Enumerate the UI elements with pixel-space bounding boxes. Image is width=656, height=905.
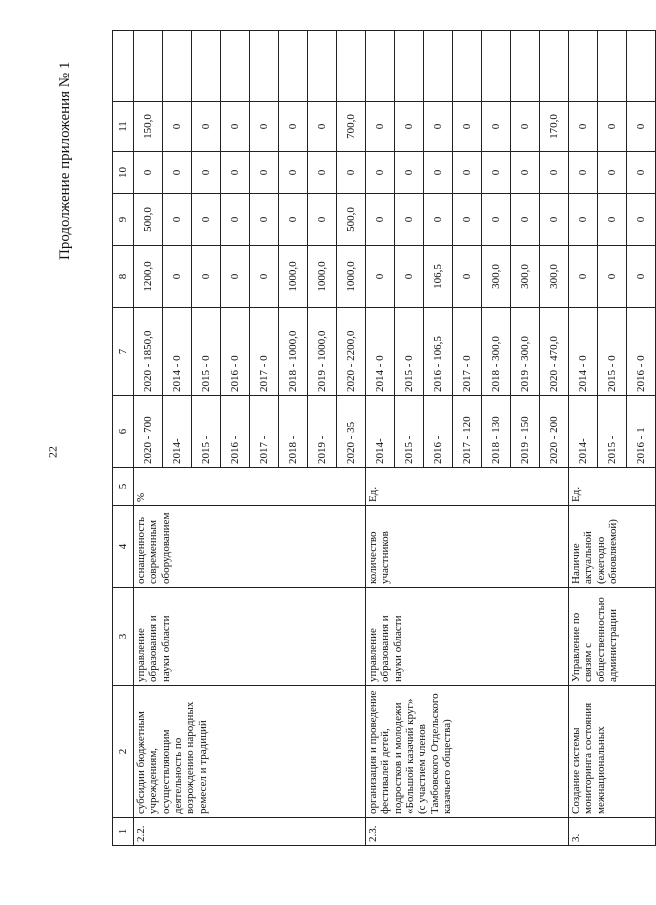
funding-local-cell: 0 [627,194,656,246]
empty-cell [192,31,221,102]
funding-regional-cell: 1000,0 [308,246,337,308]
empty-cell [308,31,337,102]
funding-federal-cell: 0 [540,152,569,194]
section-name: организация и проведение фестивалей детей, подростков и молодежи «Большой казачий круг» (с участием членов Тамбовского Отдельского казачьего общества) [366,686,569,818]
empty-cell [453,31,482,102]
section-unit: Ед. [366,468,569,506]
header-cell-extra [113,31,134,102]
funding-federal-cell: 0 [482,152,511,194]
empty-cell [511,31,540,102]
page-number: 22 [45,446,60,458]
target-value-cell: 2015 - [598,396,627,468]
table-row [366,31,395,846]
funding-regional-cell: 0 [569,246,598,308]
section-indicator: Наличие актуальной (ежегодно обновляемой) [569,506,656,588]
funding-local-cell: 0 [395,194,424,246]
funding-federal-cell: 0 [163,152,192,194]
empty-cell [366,31,395,102]
funding-regional-cell: 0 [250,246,279,308]
funding-other-cell: 0 [598,102,627,152]
header-cell: 9 [113,194,134,246]
funding-other-cell: 0 [482,102,511,152]
funding-local-cell: 0 [569,194,598,246]
section-number: 2.3. [366,818,569,846]
empty-cell [424,31,453,102]
funding-total-cell: 2018 - 1000,0 [279,308,308,396]
funding-total-cell: 2015 - 0 [395,308,424,396]
funding-regional-cell: 0 [221,246,250,308]
target-value-cell: 2016 - [221,396,250,468]
funding-local-cell: 0 [424,194,453,246]
target-value-cell: 2016 - 1 [627,396,656,468]
empty-cell [540,31,569,102]
funding-other-cell: 0 [366,102,395,152]
funding-federal-cell: 0 [192,152,221,194]
funding-federal-cell: 0 [569,152,598,194]
funding-regional-cell: 300,0 [511,246,540,308]
table-body [134,31,656,846]
target-value-cell: 2019 - 150 [511,396,540,468]
funding-other-cell: 0 [627,102,656,152]
target-value-cell: 2015 - [395,396,424,468]
funding-other-cell: 0 [221,102,250,152]
section-number: 2.2. [134,818,366,846]
empty-cell [395,31,424,102]
section-executor: Управление по связям с общественностью администрации [569,588,656,686]
funding-federal-cell: 0 [279,152,308,194]
funding-other-cell: 0 [424,102,453,152]
funding-local-cell: 0 [163,194,192,246]
funding-total-cell: 2016 - 106,5 [424,308,453,396]
funding-total-cell: 2014 - 0 [163,308,192,396]
funding-total-cell: 2018 - 300,0 [482,308,511,396]
funding-local-cell: 0 [192,194,221,246]
funding-other-cell: 0 [279,102,308,152]
appendix-table [112,31,647,846]
funding-other-cell: 0 [308,102,337,152]
section-unit: % [134,468,366,506]
funding-local-cell: 0 [250,194,279,246]
header-cell: 5 [113,468,134,506]
funding-federal-cell: 0 [511,152,540,194]
funding-federal-cell: 0 [453,152,482,194]
funding-local-cell: 500,0 [337,194,366,246]
funding-regional-cell: 1000,0 [279,246,308,308]
funding-other-cell: 0 [250,102,279,152]
empty-cell [221,31,250,102]
funding-local-cell: 0 [482,194,511,246]
funding-local-cell: 500,0 [134,194,163,246]
funding-regional-cell: 106,5 [424,246,453,308]
funding-federal-cell: 0 [221,152,250,194]
funding-federal-cell: 0 [134,152,163,194]
section-indicator: количество участников [366,506,569,588]
header-cell: 11 [113,102,134,152]
funding-total-cell: 2016 - 0 [627,308,656,396]
table-row [134,31,163,846]
funding-other-cell: 0 [163,102,192,152]
funding-federal-cell: 0 [337,152,366,194]
funding-other-cell: 0 [453,102,482,152]
header-cell: 2 [113,686,134,818]
target-value-cell: 2020 - 35 [337,396,366,468]
funding-federal-cell: 0 [366,152,395,194]
empty-cell [279,31,308,102]
target-value-cell: 2017 - [250,396,279,468]
funding-total-cell: 2014 - 0 [366,308,395,396]
empty-cell [482,31,511,102]
funding-total-cell: 2020 - 470,0 [540,308,569,396]
target-value-cell: 2014- [569,396,598,468]
header-cell: 6 [113,396,134,468]
funding-total-cell: 2019 - 300,0 [511,308,540,396]
funding-federal-cell: 0 [308,152,337,194]
funding-total-cell: 2015 - 0 [598,308,627,396]
empty-cell [627,31,656,102]
header-cell: 4 [113,506,134,588]
funding-federal-cell: 0 [627,152,656,194]
header-cell: 8 [113,246,134,308]
funding-local-cell: 0 [598,194,627,246]
header-cell: 7 [113,308,134,396]
funding-other-cell: 0 [192,102,221,152]
header-cell: 10 [113,152,134,194]
funding-local-cell: 0 [540,194,569,246]
funding-federal-cell: 0 [424,152,453,194]
funding-local-cell: 0 [221,194,250,246]
empty-cell [163,31,192,102]
header-row [113,31,134,846]
header-cell: 1 [113,818,134,846]
caption-wrap [54,60,80,260]
section-name: субсидии бюджетным учреждениям, осуществляющим деятельность по возрождению народных ремесел и традиций [134,686,366,818]
header-cell: 3 [113,588,134,686]
section-name: Создание системы мониторинга состояния межнациональных [569,686,656,818]
target-value-cell: 2020 - 700 [134,396,163,468]
funding-regional-cell: 300,0 [482,246,511,308]
table-row [569,31,598,846]
section-executor: управление образования и науки области [366,588,569,686]
funding-other-cell: 170,0 [540,102,569,152]
funding-regional-cell: 0 [366,246,395,308]
empty-cell [134,31,163,102]
target-value-cell: 2018 - [279,396,308,468]
funding-regional-cell: 0 [395,246,424,308]
data-table [112,30,656,846]
funding-total-cell: 2016 - 0 [221,308,250,396]
funding-federal-cell: 0 [250,152,279,194]
funding-total-cell: 2014 - 0 [569,308,598,396]
funding-regional-cell: 0 [627,246,656,308]
funding-total-cell: 2020 - 2200,0 [337,308,366,396]
section-unit: Ед. [569,468,656,506]
funding-regional-cell: 1200,0 [134,246,163,308]
funding-other-cell: 0 [395,102,424,152]
funding-local-cell: 0 [279,194,308,246]
target-value-cell: 2014- [163,396,192,468]
funding-total-cell: 2017 - 0 [250,308,279,396]
funding-regional-cell: 0 [163,246,192,308]
funding-federal-cell: 0 [395,152,424,194]
funding-total-cell: 2015 - 0 [192,308,221,396]
funding-regional-cell: 0 [192,246,221,308]
funding-total-cell: 2017 - 0 [453,308,482,396]
funding-other-cell: 150,0 [134,102,163,152]
target-value-cell: 2018 - 130 [482,396,511,468]
funding-federal-cell: 0 [598,152,627,194]
funding-other-cell: 0 [569,102,598,152]
funding-regional-cell: 1000,0 [337,246,366,308]
target-value-cell: 2020 - 200 [540,396,569,468]
empty-cell [250,31,279,102]
target-value-cell: 2017 - 120 [453,396,482,468]
funding-local-cell: 0 [453,194,482,246]
appendix-caption: Продолжение приложения № 1 [57,61,73,260]
target-value-cell: 2016 - [424,396,453,468]
funding-local-cell: 0 [511,194,540,246]
target-value-cell: 2019 - [308,396,337,468]
section-executor: управление образования и науки области [134,588,366,686]
empty-cell [337,31,366,102]
funding-other-cell: 0 [511,102,540,152]
target-value-cell: 2015 - [192,396,221,468]
funding-regional-cell: 0 [598,246,627,308]
funding-local-cell: 0 [366,194,395,246]
funding-other-cell: 700,0 [337,102,366,152]
funding-local-cell: 0 [308,194,337,246]
empty-cell [598,31,627,102]
funding-total-cell: 2020 - 1850,0 [134,308,163,396]
section-number: 3. [569,818,656,846]
target-value-cell: 2014- [366,396,395,468]
empty-cell [569,31,598,102]
funding-total-cell: 2019 - 1000,0 [308,308,337,396]
section-indicator: оснащенность современным оборудованием [134,506,366,588]
funding-regional-cell: 0 [453,246,482,308]
funding-regional-cell: 300,0 [540,246,569,308]
